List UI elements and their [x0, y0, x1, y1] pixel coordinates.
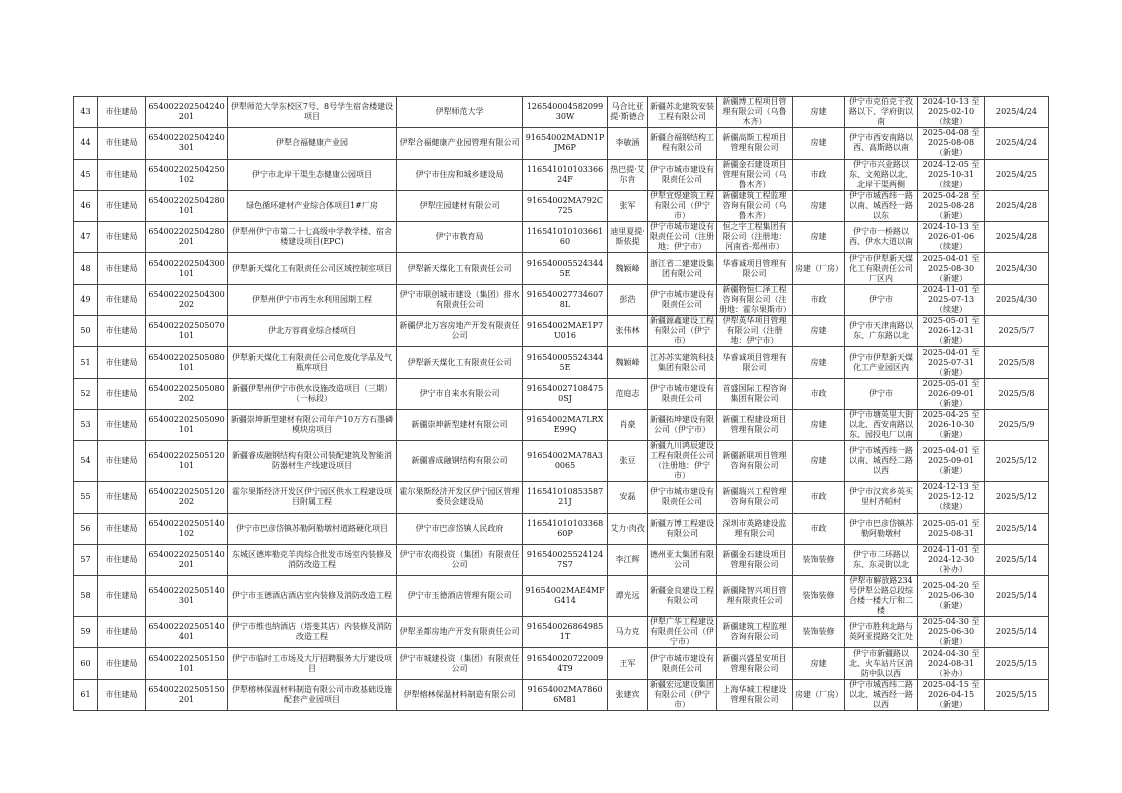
- agency-cell: 市住建局: [98, 159, 146, 190]
- construction-unit-cell: 伊宁市城市建设有限责任公司: [648, 378, 717, 409]
- schedule-cell: 2024-12-13 至 2025-12-12（续建）: [918, 482, 985, 513]
- project-type-cell: 房建: [793, 222, 845, 253]
- legal-person-cell: 迪里夏提·斯依提: [608, 222, 648, 253]
- owner-unit-cell: 新疆睿成融钢结构有限公司: [397, 441, 523, 482]
- owner-unit-cell: 伊犁合福健康产业园管理有限公司: [397, 128, 523, 159]
- project-code-cell: 654002202504280201: [146, 222, 228, 253]
- filing-date-cell: 2025/5/9: [985, 409, 1049, 440]
- legal-person-cell: 热巴提·艾尔肯: [608, 159, 648, 190]
- schedule-cell: 2025-04-08 至 2025-08-08（新建）: [918, 128, 985, 159]
- supervision-unit-cell: 新疆金石建设项目管理有限公司: [717, 544, 793, 575]
- supervision-unit-cell: 上海华城工程建设管理有限公司: [717, 679, 793, 710]
- project-type-cell: 房建: [793, 409, 845, 440]
- project-code-cell: 654002202504250102: [146, 159, 228, 190]
- agency-cell: 市住建局: [98, 284, 146, 315]
- schedule-cell: 2024-12-05 至 2025-10-31（续建）: [918, 159, 985, 190]
- agency-cell: 市住建局: [98, 347, 146, 378]
- project-type-cell: 市政: [793, 159, 845, 190]
- location-cell: 伊宁市城西纬一路以南、城西经一路以东: [845, 190, 918, 221]
- row-number-cell: 53: [74, 409, 98, 440]
- filing-date-cell: 2025/4/28: [985, 190, 1049, 221]
- filing-date-cell: 2025/5/8: [985, 378, 1049, 409]
- filing-date-cell: 2025/5/15: [985, 648, 1049, 679]
- owner-unit-cell: 新疆崇坤新型建材有限公司: [397, 409, 523, 440]
- owner-unit-cell: 伊犁榕林保温材料制造有限公司: [397, 679, 523, 710]
- legal-person-cell: 张建宾: [608, 679, 648, 710]
- project-code-cell: 654002202504240301: [146, 128, 228, 159]
- table-row: [74, 617, 1049, 648]
- project-name-cell: 伊宁市临时工市场及大厅招聘服务大厅建设项目: [228, 648, 397, 679]
- owner-unit-cell: 伊犁圣都房地产开发有限责任公司: [397, 617, 523, 648]
- project-code-cell: 654002202505090101: [146, 409, 228, 440]
- project-name-cell: 伊宁市巴彦岱镇苏勒阿勒墩村道路硬化项目: [228, 513, 397, 544]
- project-type-cell: 房建（厂房）: [793, 253, 845, 284]
- filing-date-cell: 2025/5/14: [985, 513, 1049, 544]
- table-row: [74, 284, 1049, 315]
- row-number-cell: 48: [74, 253, 98, 284]
- construction-unit-cell: 伊犁广华工程建设有限责任公司（伊宁市）: [648, 617, 717, 648]
- legal-person-cell: 张豆: [608, 441, 648, 482]
- row-number-cell: 44: [74, 128, 98, 159]
- project-type-cell: 装饰装修: [793, 544, 845, 575]
- agency-cell: 市住建局: [98, 190, 146, 221]
- filing-date-cell: 2025/4/25: [985, 159, 1049, 190]
- supervision-unit-cell: 华睿诚项目管理有限公司: [717, 347, 793, 378]
- filing-date-cell: 2025/4/24: [985, 128, 1049, 159]
- supervision-unit-cell: 伊犁英华项目管理有限公司（注册地：伊宁市）: [717, 316, 793, 347]
- legal-person-cell: 张伟林: [608, 316, 648, 347]
- location-cell: 伊宁市西安南路以西、高斯路以南: [845, 128, 918, 159]
- filing-date-cell: 2025/4/24: [985, 97, 1049, 128]
- project-type-cell: 市政: [793, 513, 845, 544]
- project-name-cell: 伊犁州伊宁市第二十七高级中学教学楼、宿舍楼建设项目(EPC): [228, 222, 397, 253]
- credit-code-cell: 91654002MADN1PJM6P: [523, 128, 608, 159]
- supervision-unit-cell: 新疆建筑工程监理咨询有限公司（乌鲁木齐）: [717, 190, 793, 221]
- row-number-cell: 56: [74, 513, 98, 544]
- project-name-cell: 绿色循环建材产业综合体项目1#厂房: [228, 190, 397, 221]
- filing-date-cell: 2025/5/14: [985, 544, 1049, 575]
- construction-unit-cell: 新疆九川鸿辰建设工程有限责任公司（注册地：伊宁市）: [648, 441, 717, 482]
- schedule-cell: 2024-10-13 至 2025-02-10（续建）: [918, 97, 985, 128]
- location-cell: 伊宁市城西纬一路以南、城西经二路以西: [845, 441, 918, 482]
- schedule-cell: 2025-04-01 至 2025-09-01（新建）: [918, 441, 985, 482]
- legal-person-cell: 肖豪: [608, 409, 648, 440]
- legal-person-cell: 马力克: [608, 617, 648, 648]
- row-number-cell: 54: [74, 441, 98, 482]
- row-number-cell: 57: [74, 544, 98, 575]
- filing-date-cell: 2025/4/30: [985, 284, 1049, 315]
- construction-unit-cell: 新疆拓坤建设有限公司（伊宁市）: [648, 409, 717, 440]
- legal-person-cell: 王军: [608, 648, 648, 679]
- schedule-cell: 2025-05-01 至 2026-09-01（新建）: [918, 378, 985, 409]
- legal-person-cell: 彭浩: [608, 284, 648, 315]
- location-cell: 伊宁市二环路以东、东灵街以北: [845, 544, 918, 575]
- construction-unit-cell: 新疆万博工程建设有限公司: [648, 513, 717, 544]
- project-name-cell: 霍尔果斯经济开发区伊宁园区供水工程建设项目附属工程: [228, 482, 397, 513]
- schedule-cell: 2024-10-13 至 2026-01-06（续建）: [918, 222, 985, 253]
- row-number-cell: 55: [74, 482, 98, 513]
- construction-unit-cell: 伊宁市城市建设有限责任公司: [648, 648, 717, 679]
- project-type-cell: 房建: [793, 128, 845, 159]
- location-cell: 伊宁市: [845, 284, 918, 315]
- schedule-cell: 2025-04-30 至 2025-06-30（新建）: [918, 617, 985, 648]
- project-code-cell: 654002202505140201: [146, 544, 228, 575]
- project-type-cell: 房建: [793, 441, 845, 482]
- legal-person-cell: 魏颖峰: [608, 347, 648, 378]
- supervision-unit-cell: 新疆博工程项目管理有限公司（乌鲁木齐）: [717, 97, 793, 128]
- construction-unit-cell: 伊宁市城市建设有限责任公司: [648, 482, 717, 513]
- construction-unit-cell: 德州亚太集团有限公司: [648, 544, 717, 575]
- table-row: [74, 544, 1049, 575]
- table-row: [74, 482, 1049, 513]
- location-cell: 伊宁市汉宾乡英买里村齐帕村: [845, 482, 918, 513]
- row-number-cell: 47: [74, 222, 98, 253]
- location-cell: 伊宁市克伯克于孜路以下、学府街以南: [845, 97, 918, 128]
- schedule-cell: 2025-04-15 至 2026-04-15（新建）: [918, 679, 985, 710]
- row-number-cell: 46: [74, 190, 98, 221]
- project-code-cell: 654002202505140401: [146, 617, 228, 648]
- owner-unit-cell: 伊宁市住房和城乡建设局: [397, 159, 523, 190]
- project-code-cell: 654002202505140102: [146, 513, 228, 544]
- project-code-cell: 654002202505080202: [146, 378, 228, 409]
- project-type-cell: 装饰装修: [793, 617, 845, 648]
- supervision-unit-cell: 新疆新联项目管理咨询有限公司: [717, 441, 793, 482]
- credit-code-cell: 9165400255241247S7: [523, 544, 608, 575]
- schedule-cell: 2025-04-20 至 2025-06-30（新建）: [918, 576, 985, 617]
- project-code-cell: 654002202505120202: [146, 482, 228, 513]
- location-cell: 伊宁市城西纬二路以北、城西经一路以西: [845, 679, 918, 710]
- location-cell: 伊宁市新疆路以北、火车站片区消防中队以西: [845, 648, 918, 679]
- construction-unit-cell: 新疆金良建设工程有限公司: [648, 576, 717, 617]
- project-code-cell: 654002202505140301: [146, 576, 228, 617]
- agency-cell: 市住建局: [98, 576, 146, 617]
- legal-person-cell: 张军: [608, 190, 648, 221]
- supervision-unit-cell: 新疆瑞兴工程管理咨询有限公司: [717, 482, 793, 513]
- owner-unit-cell: 伊犁新天煤化工有限责任公司: [397, 347, 523, 378]
- legal-person-cell: 马合比亚提·斯德合: [608, 97, 648, 128]
- table-row: [74, 97, 1049, 128]
- project-name-cell: 东城区德库勒克羊肉综合批发市场室内装修及消防改造工程: [228, 544, 397, 575]
- project-code-cell: 654002202505120101: [146, 441, 228, 482]
- owner-unit-cell: 新疆伊北万容房地产开发有限责任公司: [397, 316, 523, 347]
- location-cell: 伊宁市一桥路以西、伊水大道以南: [845, 222, 918, 253]
- table-row: [74, 190, 1049, 221]
- agency-cell: 市住建局: [98, 253, 146, 284]
- project-name-cell: 伊宁市北岸干渠生态健康公园项目: [228, 159, 397, 190]
- row-number-cell: 52: [74, 378, 98, 409]
- agency-cell: 市住建局: [98, 316, 146, 347]
- filing-date-cell: 2025/5/7: [985, 316, 1049, 347]
- agency-cell: 市住建局: [98, 513, 146, 544]
- table-row: [74, 316, 1049, 347]
- supervision-unit-cell: 新疆高斯工程项目管理有限公司: [717, 128, 793, 159]
- table-body: [74, 97, 1049, 711]
- project-name-cell: 伊犁榕林保温材料制造有限公司市政基础设施配套产业园项目: [228, 679, 397, 710]
- credit-code-cell: 11654101085358721J: [523, 482, 608, 513]
- credit-code-cell: 9165400207220094T9: [523, 648, 608, 679]
- row-number-cell: 49: [74, 284, 98, 315]
- project-type-cell: 装饰装修: [793, 576, 845, 617]
- owner-unit-cell: 伊犁新天煤化工有限责任公司: [397, 253, 523, 284]
- credit-code-cell: 11654101010336860P: [523, 513, 608, 544]
- project-name-cell: 伊犁合福健康产业园: [228, 128, 397, 159]
- project-name-cell: 新疆崇坤新型建材有限公司年产10万方石墨磷模块房项目: [228, 409, 397, 440]
- filing-date-cell: 2025/5/14: [985, 617, 1049, 648]
- owner-unit-cell: 伊宁市教育局: [397, 222, 523, 253]
- agency-cell: 市住建局: [98, 97, 146, 128]
- credit-code-cell: 91654002MAE4MFG414: [523, 576, 608, 617]
- credit-code-cell: 9165400268649851T: [523, 617, 608, 648]
- schedule-cell: 2025-04-28 至 2025-08-28（新建）: [918, 190, 985, 221]
- project-name-cell: 伊犁新天煤化工有限责任公司危废化学品及气瓶库项目: [228, 347, 397, 378]
- table-row: [74, 378, 1049, 409]
- supervision-unit-cell: 首盛国际工程咨询集团有限公司: [717, 378, 793, 409]
- construction-unit-cell: 新疆合福钢结构工程有限公司: [648, 128, 717, 159]
- project-code-cell: 654002202504300101: [146, 253, 228, 284]
- owner-unit-cell: 伊宁市城建投资（集团）有限责任公司: [397, 648, 523, 679]
- project-type-cell: 市政: [793, 482, 845, 513]
- supervision-unit-cell: 华睿诚项目管理有限公司: [717, 253, 793, 284]
- credit-code-cell: 91654002MAE1P7U016: [523, 316, 608, 347]
- supervision-unit-cell: 新疆工程建设项目管理有限公司: [717, 409, 793, 440]
- schedule-cell: 2025-05-01 至 2025-08-31: [918, 513, 985, 544]
- credit-code-cell: 91654002MA792C725: [523, 190, 608, 221]
- credit-code-cell: 11654101010366160: [523, 222, 608, 253]
- schedule-cell: 2025-04-25 至 2026-10-30（新建）: [918, 409, 985, 440]
- construction-unit-cell: 新疆源鑫建设工程有限公司（伊宁市）: [648, 316, 717, 347]
- row-number-cell: 61: [74, 679, 98, 710]
- project-code-cell: 654002202504280101: [146, 190, 228, 221]
- project-type-cell: 房建: [793, 190, 845, 221]
- location-cell: 伊宁市兴业路以东、文苑路以北、北岸干渠两侧: [845, 159, 918, 190]
- legal-person-cell: 李江辉: [608, 544, 648, 575]
- project-type-cell: 房建: [793, 648, 845, 679]
- owner-unit-cell: 伊犁师范大学: [397, 97, 523, 128]
- table-row: [74, 128, 1049, 159]
- project-code-cell: 654002202505150201: [146, 679, 228, 710]
- owner-unit-cell: 伊犁庄园建材有限公司: [397, 190, 523, 221]
- legal-person-cell: 李敏涵: [608, 128, 648, 159]
- location-cell: 伊宁市伊犁新天煤化工有限责任公司厂区内: [845, 253, 918, 284]
- location-cell: 伊宁市塘英里大街以北、西安南路以东、园投电厂以南: [845, 409, 918, 440]
- construction-unit-cell: 浙江省二建建设集团有限公司: [648, 253, 717, 284]
- schedule-cell: 2025-04-01 至 2025-08-30（新建）: [918, 253, 985, 284]
- project-name-cell: 新疆睿成融钢结构有限公司装配建筑及智能消防器材生产线建设项目: [228, 441, 397, 482]
- project-type-cell: 房建（厂房）: [793, 679, 845, 710]
- construction-unit-cell: 新疆宏远建设集团有限公司（伊宁市）: [648, 679, 717, 710]
- agency-cell: 市住建局: [98, 648, 146, 679]
- agency-cell: 市住建局: [98, 544, 146, 575]
- row-number-cell: 50: [74, 316, 98, 347]
- table-row: [74, 159, 1049, 190]
- table-row: [74, 222, 1049, 253]
- filing-date-cell: 2025/5/14: [985, 576, 1049, 617]
- table-row: [74, 648, 1049, 679]
- schedule-cell: 2024-11-01 至 2024-12-30（补办）: [918, 544, 985, 575]
- table-row: [74, 253, 1049, 284]
- credit-code-cell: 9165400277346078L: [523, 284, 608, 315]
- agency-cell: 市住建局: [98, 679, 146, 710]
- credit-code-cell: 91654002MA78606M81: [523, 679, 608, 710]
- project-name-cell: 伊宁市维也纳酒店（塔斐其店）内装修及消防改造工程: [228, 617, 397, 648]
- owner-unit-cell: 伊宁市自来水有限公司: [397, 378, 523, 409]
- location-cell: 伊犁市解放路234号伊犁公路总段综合楼一楼大厅和二楼: [845, 576, 918, 617]
- project-code-cell: 654002202504240201: [146, 97, 228, 128]
- owner-unit-cell: 伊宁市农商投资（集团）有限责任公司: [397, 544, 523, 575]
- table-row: [74, 679, 1049, 710]
- project-registration-table: [73, 96, 1049, 711]
- supervision-unit-cell: 新疆金石建设项目管理有限公司（乌鲁木齐）: [717, 159, 793, 190]
- filing-date-cell: 2025/5/8: [985, 347, 1049, 378]
- owner-unit-cell: 伊宁市联创城市建设（集团）排水有限责任公司: [397, 284, 523, 315]
- credit-code-cell: 9165400055243445E: [523, 347, 608, 378]
- project-code-cell: 654002202505070101: [146, 316, 228, 347]
- legal-person-cell: 魏颖峰: [608, 253, 648, 284]
- location-cell: 伊宁市伊犁新天煤化工产业园区内: [845, 347, 918, 378]
- filing-date-cell: 2025/5/15: [985, 679, 1049, 710]
- construction-unit-cell: 伊宁市城市建设有限责任公司（注册地：伊宁市）: [648, 222, 717, 253]
- row-number-cell: 51: [74, 347, 98, 378]
- location-cell: 伊宁市胜利北路与英阿亚提路交汇处: [845, 617, 918, 648]
- filing-date-cell: 2025/4/30: [985, 253, 1049, 284]
- credit-code-cell: 9165400271084750SJ: [523, 378, 608, 409]
- construction-unit-cell: 伊宁市城市建设有限责任公司: [648, 159, 717, 190]
- agency-cell: 市住建局: [98, 617, 146, 648]
- project-type-cell: 房建: [793, 97, 845, 128]
- project-code-cell: 654002202505150101: [146, 648, 228, 679]
- project-name-cell: 伊犁新天煤化工有限责任公司区域控制室项目: [228, 253, 397, 284]
- project-name-cell: 新疆伊犁州伊宁市供水设施改造项目（三期）（一标段）: [228, 378, 397, 409]
- construction-unit-cell: 江苏苏实建筑科技集团有限公司: [648, 347, 717, 378]
- project-name-cell: 伊宁市玉德酒店酒店室内装修及消防改造工程: [228, 576, 397, 617]
- table-row: [74, 409, 1049, 440]
- table-row: [74, 513, 1049, 544]
- location-cell: 伊宁市: [845, 378, 918, 409]
- schedule-cell: 2024-04-30 至 2024-08-31（补办）: [918, 648, 985, 679]
- row-number-cell: 43: [74, 97, 98, 128]
- table-row: [74, 441, 1049, 482]
- project-type-cell: 房建: [793, 316, 845, 347]
- location-cell: 伊宁市巴彦岱镇苏勒阿勒墩村: [845, 513, 918, 544]
- project-type-cell: 房建: [793, 347, 845, 378]
- construction-unit-cell: 伊犁宣煜建筑工程有限公司（伊宁市）: [648, 190, 717, 221]
- row-number-cell: 58: [74, 576, 98, 617]
- legal-person-cell: 安磊: [608, 482, 648, 513]
- project-type-cell: 市政: [793, 378, 845, 409]
- project-type-cell: 市政: [793, 284, 845, 315]
- legal-person-cell: 范庭志: [608, 378, 648, 409]
- table-row: [74, 576, 1049, 617]
- agency-cell: 市住建局: [98, 128, 146, 159]
- credit-code-cell: 91654002MA7LRXE99Q: [523, 409, 608, 440]
- supervision-unit-cell: 新疆隆智兴项目管理有限责任公司: [717, 576, 793, 617]
- supervision-unit-cell: 新疆兴盛星安项目管理有限公司: [717, 648, 793, 679]
- project-name-cell: 伊犁州伊宁市再生水利用园期工程: [228, 284, 397, 315]
- credit-code-cell: 11654101010336624F: [523, 159, 608, 190]
- agency-cell: 市住建局: [98, 378, 146, 409]
- agency-cell: 市住建局: [98, 409, 146, 440]
- schedule-cell: 2025-04-01 至 2025-07-31（新建）: [918, 347, 985, 378]
- legal-person-cell: 谭光远: [608, 576, 648, 617]
- construction-unit-cell: 新疆苏北建筑安装工程有限公司: [648, 97, 717, 128]
- owner-unit-cell: 伊宁市巴彦岱镇人民政府: [397, 513, 523, 544]
- agency-cell: 市住建局: [98, 482, 146, 513]
- project-code-cell: 654002202505080101: [146, 347, 228, 378]
- row-number-cell: 59: [74, 617, 98, 648]
- project-name-cell: 伊犁师范大学东校区7号、8号学生宿舍楼建设项目: [228, 97, 397, 128]
- schedule-cell: 2024-11-01 至 2025-07-13（续建）: [918, 284, 985, 315]
- filing-date-cell: 2025/5/12: [985, 441, 1049, 482]
- legal-person-cell: 艾力·肉孜: [608, 513, 648, 544]
- project-code-cell: 654002202504300202: [146, 284, 228, 315]
- construction-unit-cell: 伊宁市城市建设有限责任公司: [648, 284, 717, 315]
- credit-code-cell: 12654000458209930W: [523, 97, 608, 128]
- project-name-cell: 伊北万容商业综合楼项目: [228, 316, 397, 347]
- credit-code-cell: 91654002MA78A30065: [523, 441, 608, 482]
- schedule-cell: 2025-05-01 至 2026-12-31（新建）: [918, 316, 985, 347]
- filing-date-cell: 2025/5/12: [985, 482, 1049, 513]
- location-cell: 伊宁市天津南路以东、广东路以北: [845, 316, 918, 347]
- table-row: [74, 347, 1049, 378]
- filing-date-cell: 2025/4/28: [985, 222, 1049, 253]
- supervision-unit-cell: 恒之宇工程集团有限公司（注册地：河南省-郑州市）: [717, 222, 793, 253]
- owner-unit-cell: 伊宁市玉德酒店管理有限公司: [397, 576, 523, 617]
- agency-cell: 市住建局: [98, 222, 146, 253]
- supervision-unit-cell: 新疆建筑工程监理咨询有限公司: [717, 617, 793, 648]
- owner-unit-cell: 霍尔果斯经济开发区伊宁园区管理委员会建设局: [397, 482, 523, 513]
- supervision-unit-cell: 新疆物恒仁泽工程咨询有限公司（注册地：霍尔果斯市）: [717, 284, 793, 315]
- supervision-unit-cell: 深圳市英路建设监理有限公司: [717, 513, 793, 544]
- agency-cell: 市住建局: [98, 441, 146, 482]
- credit-code-cell: 9165400055243445E: [523, 253, 608, 284]
- row-number-cell: 60: [74, 648, 98, 679]
- row-number-cell: 45: [74, 159, 98, 190]
